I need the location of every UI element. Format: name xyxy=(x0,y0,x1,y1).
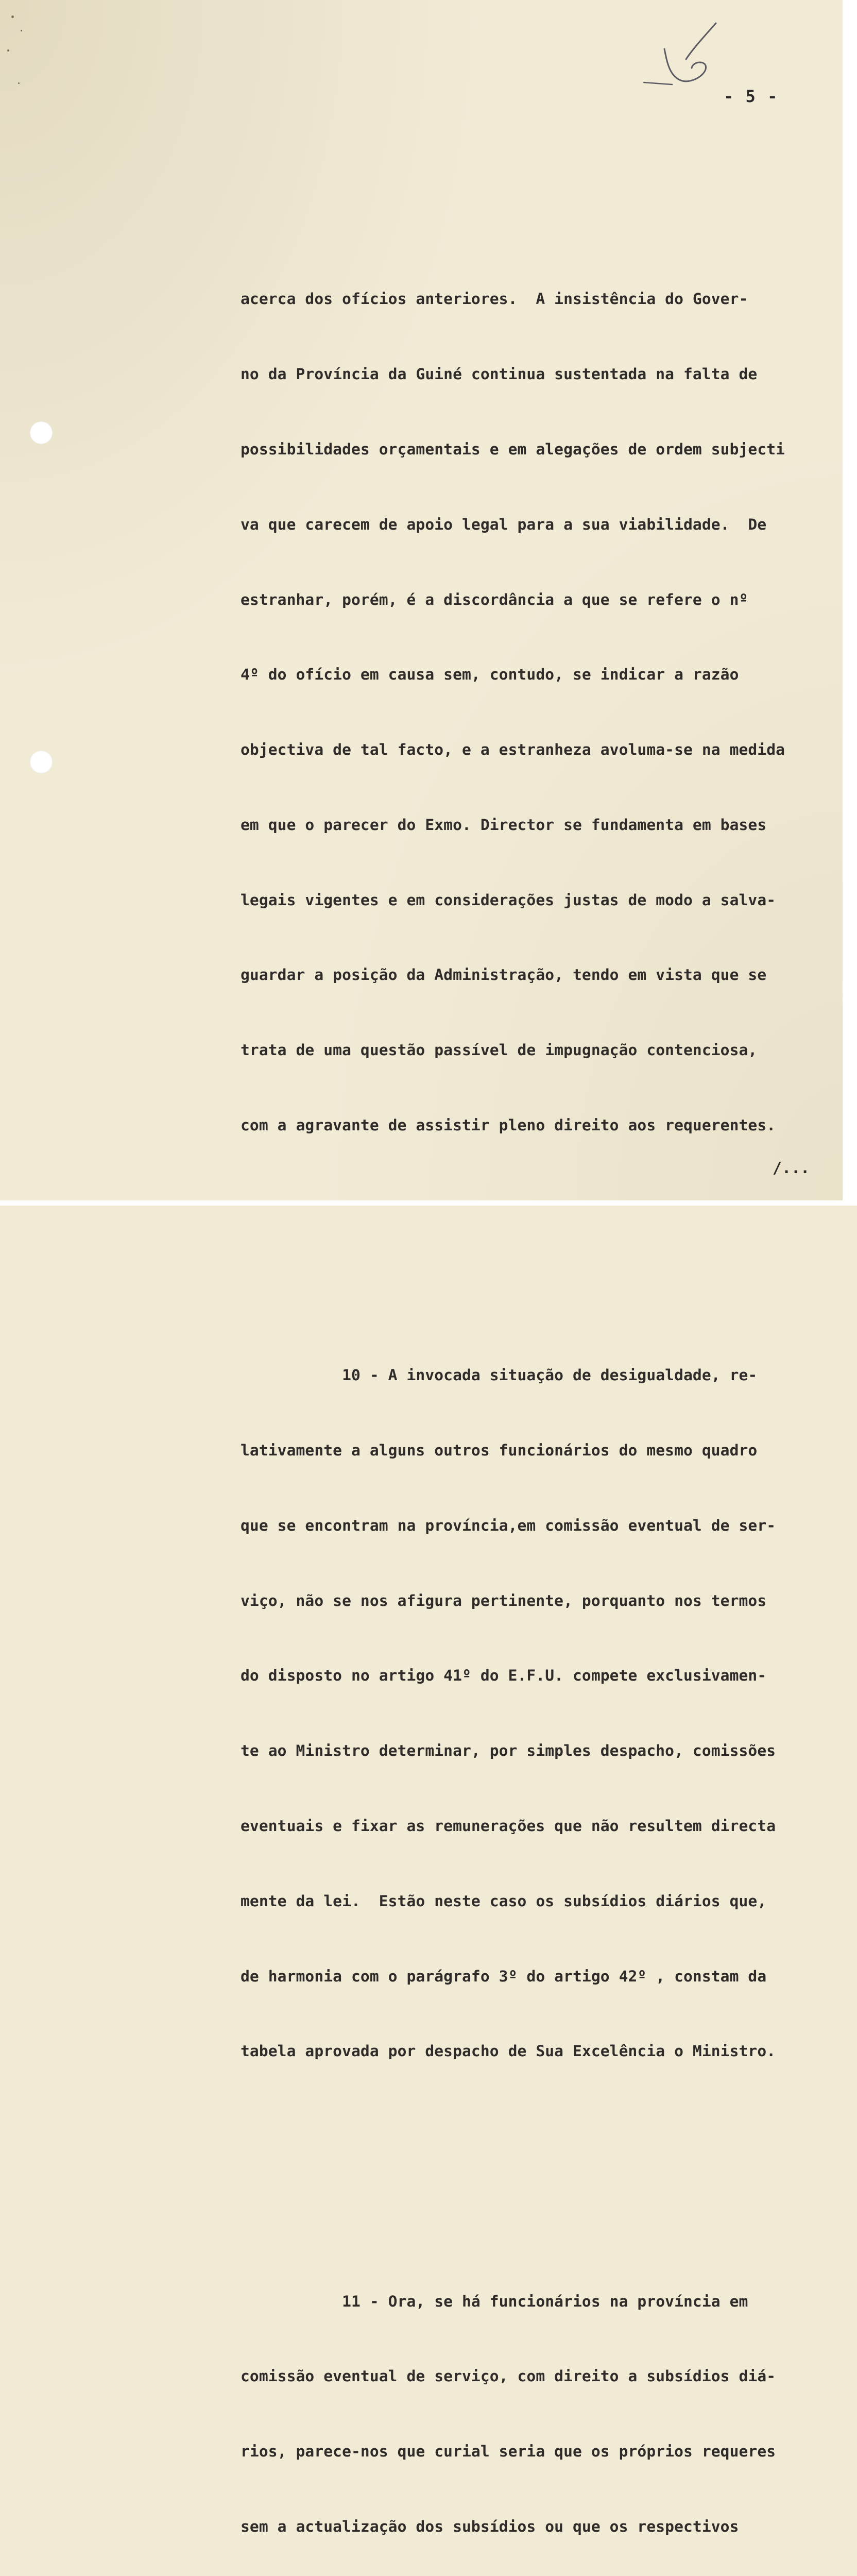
text-line: em que o parecer do Exmo. Director se fundamenta em bases xyxy=(241,812,838,838)
text-line: sem a actualização dos subsídios ou que os respectivos xyxy=(241,2514,838,2539)
punch-hole-bottom xyxy=(30,751,53,773)
text-line: que se encontram na província,em comissão eventual de ser- xyxy=(241,1513,838,1538)
text-line: comissão eventual de serviço, com direito a subsídios diá- xyxy=(241,2364,838,2389)
text-line: com a agravante de assistir pleno direito aos requerentes. xyxy=(241,1113,838,1138)
document-body xyxy=(241,187,838,2576)
text-line: no da Província da Guiné continua sustentada na falta de xyxy=(241,362,838,387)
page-number: - 5 - xyxy=(724,87,778,106)
paragraph-gap xyxy=(241,2164,838,2189)
text-line: rios, parece-nos que curial seria que os próprios requeres xyxy=(241,2439,838,2464)
text-line: do disposto no artigo 41º do E.F.U. compete exclusivamen- xyxy=(241,1663,838,1688)
text-line: 4º do ofício em causa sem, contudo, se indicar a razão xyxy=(241,662,838,687)
text-line: viço, não se nos afigura pertinente, porquanto nos termos xyxy=(241,1588,838,1614)
text-line: legais vigentes e em considerações justas de modo a salva- xyxy=(241,888,838,913)
speck-mark xyxy=(21,30,22,31)
text-line: tabela aprovada por despacho de Sua Excelência o Ministro. xyxy=(241,2039,838,2064)
text-line: mente da lei. Estão neste caso os subsídios diários que, xyxy=(241,1889,838,1914)
paragraph-gap xyxy=(241,1238,838,1263)
text-line: lativamente a alguns outros funcionários do mesmo quadro xyxy=(241,1438,838,1463)
speck-mark xyxy=(7,49,9,52)
text-line: possibilidades orçamentais e em alegações de ordem subjecti xyxy=(241,437,838,462)
text-line: acerca dos ofícios anteriores. A insistência do Gover- xyxy=(241,286,838,312)
text-line: 10 - A invocada situação de desigualdade, re- xyxy=(241,1363,838,1388)
text-line: va que carecem de apoio legal para a sua viabilidade. De xyxy=(241,512,838,537)
text-line: de harmonia com o parágrafo 3º do artigo 42º , constam da xyxy=(241,1964,838,1989)
continuation-mark: /... xyxy=(773,1159,810,1177)
text-line: guardar a posição da Administração, tendo em vista que se xyxy=(241,962,838,988)
speck-mark xyxy=(11,15,14,18)
text-line: te ao Ministro determinar, por simples despacho, comissões xyxy=(241,1738,838,1764)
text-line: eventuais e fixar as remunerações que não resultem directa xyxy=(241,1814,838,1839)
punch-hole-top xyxy=(30,421,53,444)
text-line: trata de uma questão passível de impugnação contenciosa, xyxy=(241,1038,838,1063)
text-line: objectiva de tal facto, e a estranheza avoluma-se na medida xyxy=(241,737,838,762)
paragraph-continuation xyxy=(241,236,838,1188)
scan-margin-right xyxy=(843,0,857,1206)
paragraph-11 xyxy=(241,2239,838,2576)
text-line: 11 - Ora, se há funcionários na província em xyxy=(241,2289,838,2314)
speck-mark xyxy=(18,82,20,84)
text-line: estranhar, porém, é a discordância a que se refere o nº xyxy=(241,587,838,613)
paragraph-10 xyxy=(241,1313,838,2114)
